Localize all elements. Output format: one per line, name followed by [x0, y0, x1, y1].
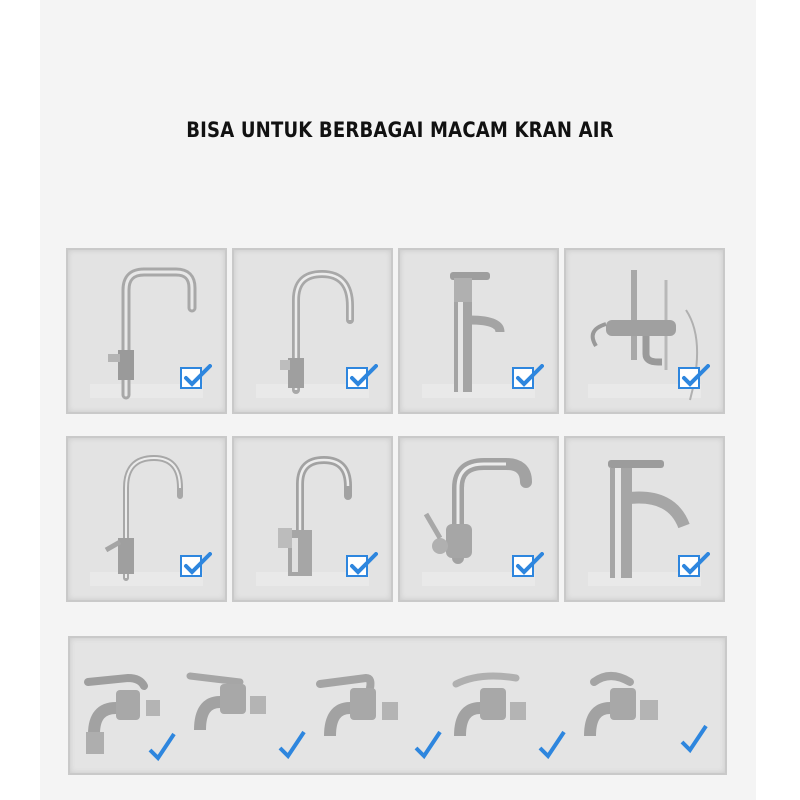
faucet-card-8 [564, 436, 725, 602]
checkmark-icon [180, 364, 212, 390]
wall-tap-icon-4 [456, 676, 564, 756]
faucet-card-5 [66, 436, 227, 602]
wall-tap-row [70, 638, 725, 773]
page-title: BISA UNTUK BERBAGAI MACAM KRAN AIR [186, 118, 614, 142]
wall-tap-icon-5 [590, 676, 706, 750]
faucet-card-2 [232, 248, 393, 414]
faucet-card-1 [66, 248, 227, 414]
checkmark-icon [346, 552, 378, 578]
checkmark-icon [512, 364, 544, 390]
faucet-card-4 [564, 248, 725, 414]
faucet-card-6 [232, 436, 393, 602]
faucet-card-7 [398, 436, 559, 602]
checkmark-icon [512, 552, 544, 578]
wall-tap-icon-1 [86, 678, 174, 758]
checkmark-icon [180, 552, 212, 578]
checkmark-icon [346, 364, 378, 390]
wall-tap-icon-3 [320, 678, 440, 756]
wall-tap-icon-2 [190, 676, 304, 756]
checkmark-icon [678, 364, 710, 390]
faucet-card-3 [398, 248, 559, 414]
checkmark-icon [678, 552, 710, 578]
wall-tap-panel [68, 636, 727, 775]
cropped-bottom-text [250, 786, 550, 800]
